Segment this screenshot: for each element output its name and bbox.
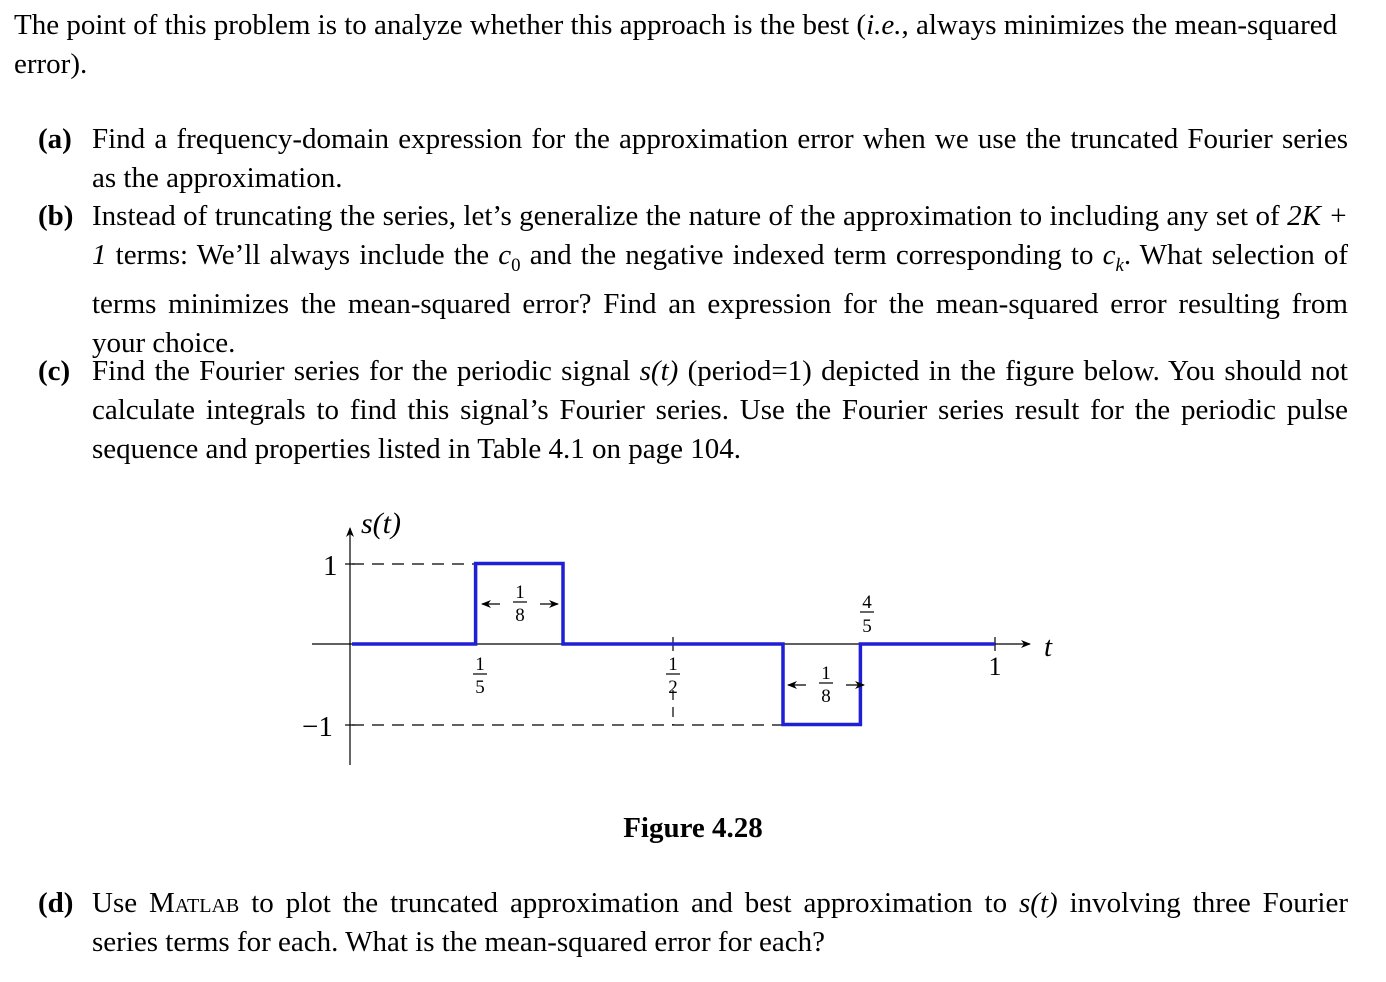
intro-paragraph — [14, 6, 1354, 84]
part-c — [38, 352, 1348, 469]
intro-text-before: The point of this problem is to analyze whether this approach is the best ( — [14, 9, 867, 41]
part-d-text-1: Use — [92, 887, 150, 919]
svg-text:2: 2 — [668, 677, 678, 698]
part-d-text-3: involving three Fourier series terms for each. What is the mean-squared error for each? — [92, 887, 1348, 958]
part-a-text: Find a frequency-domain expression for the approximation error when we use the truncated Fourier series as the approximation. — [92, 123, 1348, 194]
part-d-text — [92, 884, 1348, 962]
figure-caption: Figure 4.28 — [623, 812, 763, 844]
intro-text-after: , always minimizes the mean-squared error). — [14, 9, 1338, 80]
x-tick-label-1: 1 — [988, 652, 1002, 681]
part-b-math-c: c — [498, 239, 512, 271]
part-b-sub-0: 0 — [511, 254, 521, 276]
part-b-text-3: and the negative indexed term corresponding to — [520, 239, 1103, 271]
part-c-text — [92, 352, 1348, 469]
part-b-text-2: terms: We’ll always include the — [106, 239, 499, 271]
x-tick-label-1-5 — [473, 654, 487, 698]
part-b-sub-k: k — [1115, 254, 1124, 276]
part-b-math-2k1: 2K + 1 — [92, 200, 1348, 271]
signal-line — [352, 564, 995, 725]
part-a-label: (a) — [38, 123, 72, 155]
part-b-text — [92, 197, 1348, 363]
y-tick-label-1: 1 — [323, 550, 338, 582]
width-annotation-negative — [788, 663, 864, 707]
svg-text:5: 5 — [475, 677, 485, 698]
part-c-text-2: (period=1) depicted in the figure below. You should not calculate integrals to find this signal’s Fourier series. Use the Fourier series result for the periodic pulse sequence and properties listed in Table 4.1 on page 104. — [92, 355, 1348, 465]
part-b-math-ck: c — [1102, 239, 1116, 271]
part-d-text-2: to plot the truncated approximation and best approximation to — [239, 887, 1020, 919]
width-annotation-positive — [482, 582, 558, 626]
svg-text:1: 1 — [515, 582, 525, 603]
part-d-matlab: Matlab — [149, 887, 240, 919]
svg-text:8: 8 — [515, 605, 525, 626]
part-d — [38, 884, 1348, 962]
part-c-label: (c) — [38, 355, 71, 387]
svg-text:1: 1 — [475, 654, 485, 675]
x-tick-label-4-5 — [860, 592, 874, 637]
svg-text:1: 1 — [821, 663, 831, 684]
part-d-math-s: s(t) — [1019, 887, 1058, 919]
figure-4-28 — [0, 480, 1386, 800]
part-c-math-s: s(t) — [639, 355, 679, 387]
x-axis-label: t — [1044, 631, 1053, 663]
part-b-text-4: . What selection of terms minimizes the mean-squared error? Find an expression for the mean-squared error resulting from your choice. — [92, 239, 1348, 359]
y-axis-label: s(t) — [361, 507, 401, 540]
part-b-text-1: Instead of truncating the series, let’s generalize the nature of the approximation to including any set of — [92, 200, 1288, 232]
part-c-text-1: Find the Fourier series for the periodic signal — [92, 355, 640, 387]
y-tick-label-neg1: −1 — [302, 711, 333, 743]
intro-ie: i.e. — [866, 9, 902, 41]
svg-text:4: 4 — [862, 592, 872, 613]
part-d-label: (d) — [38, 887, 74, 919]
x-tick-label-1-2 — [666, 654, 680, 698]
part-a — [38, 120, 1348, 198]
svg-text:5: 5 — [862, 616, 872, 637]
svg-text:8: 8 — [821, 686, 831, 707]
part-b — [38, 197, 1348, 363]
part-b-label: (b) — [38, 200, 74, 232]
svg-text:1: 1 — [668, 654, 678, 675]
